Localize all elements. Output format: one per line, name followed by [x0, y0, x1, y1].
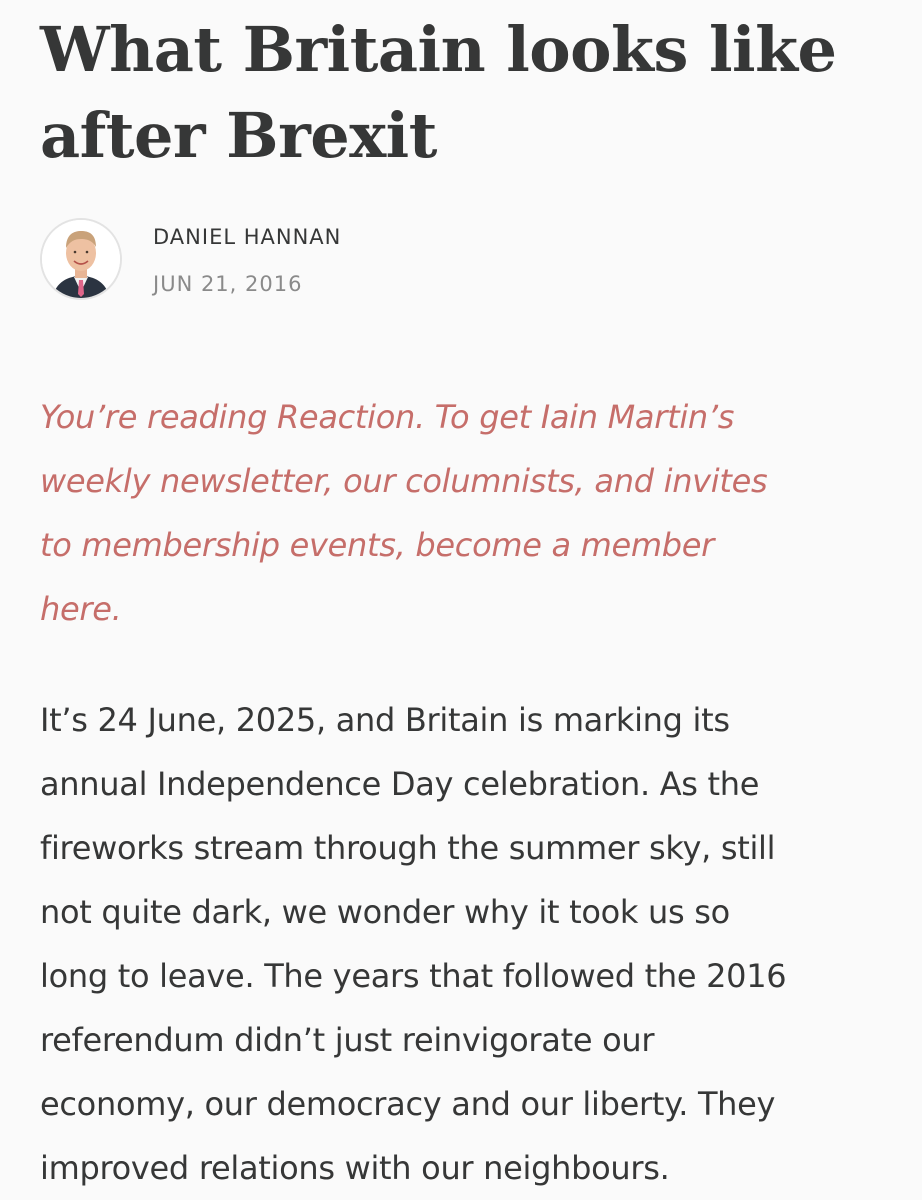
publish-date: JUN 21, 2016 — [153, 272, 303, 296]
body-line: improved relations with our neighbours. — [40, 1149, 670, 1187]
article — [40, 0, 900, 1187]
author-avatar[interactable] — [40, 218, 122, 300]
title-line-1: What Britain looks like — [40, 13, 837, 86]
author-name[interactable]: DANIEL HANNAN — [153, 225, 342, 249]
avatar-photo-icon — [42, 220, 120, 298]
body-line: fireworks stream through the summer sky, still — [40, 829, 776, 867]
promo-line: You’re reading Reaction. To get Iain Martin’s — [40, 398, 735, 436]
article-title — [40, 0, 900, 179]
body-line: annual Independence Day celebration. As the — [40, 765, 760, 803]
article-body-paragraph — [40, 688, 900, 1200]
promo-line: weekly newsletter, our columnists, and invites — [40, 462, 768, 500]
promo-line: to membership events, become a member — [40, 526, 715, 564]
body-line: economy, our democracy and our liberty. They — [40, 1085, 776, 1123]
body-line: referendum didn’t just reinvigorate our — [40, 1021, 655, 1059]
promo-line: here. — [40, 590, 122, 628]
body-line: long to leave. The years that followed the 2016 — [40, 957, 787, 995]
title-line-2: after Brexit — [40, 99, 437, 172]
body-line: It’s 24 June, 2025, and Britain is marking its — [40, 701, 730, 739]
membership-promo[interactable] — [40, 385, 890, 641]
body-line: not quite dark, we wonder why it took us so — [40, 893, 730, 931]
byline — [40, 218, 640, 304]
